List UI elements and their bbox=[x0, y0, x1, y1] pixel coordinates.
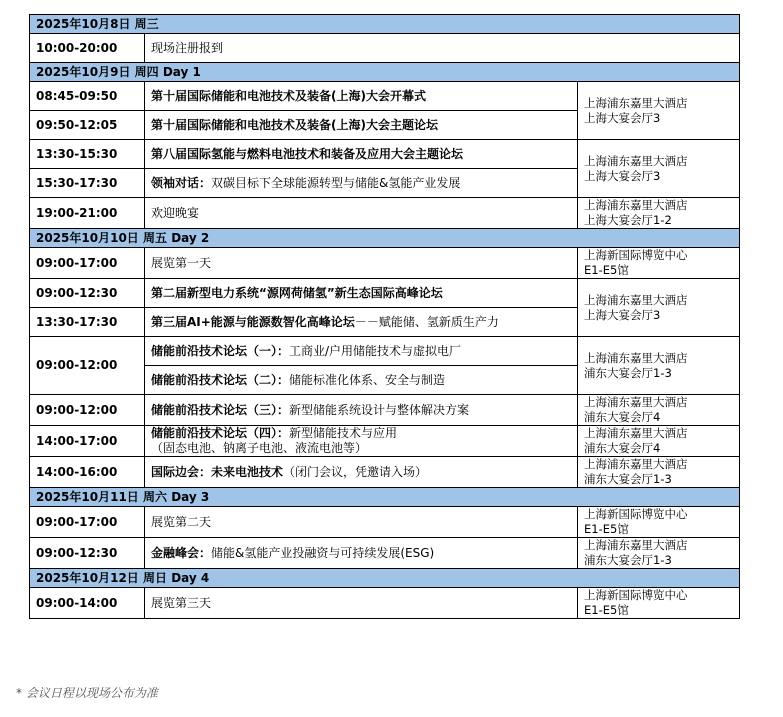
time-cell: 09:00-12:00 bbox=[30, 337, 145, 395]
day-date: 2025年10月9日 bbox=[36, 64, 131, 79]
table-row bbox=[30, 507, 740, 538]
day-weekday: 周五 bbox=[143, 230, 168, 245]
day-header bbox=[30, 569, 740, 588]
venue-hall: 浦东大宴会厅4 bbox=[584, 410, 661, 424]
time-cell: 10:00-20:00 bbox=[30, 34, 145, 63]
day-date: 2025年10月11日 bbox=[36, 489, 139, 504]
day-header bbox=[30, 15, 740, 34]
day-date: 2025年10月8日 bbox=[36, 16, 131, 31]
table-row bbox=[30, 426, 740, 457]
time-cell: 09:00-12:00 bbox=[30, 395, 145, 426]
venue-hall: 上海大宴会厅3 bbox=[584, 307, 661, 322]
venue-cell bbox=[578, 140, 740, 198]
table-row bbox=[30, 279, 740, 308]
event-title: 领袖对话： bbox=[151, 175, 212, 190]
time-cell: 14:00-17:00 bbox=[30, 426, 145, 457]
venue-hall: 浦东大宴会厅1-3 bbox=[584, 472, 672, 486]
event-subtitle: 双碳目标下全球能源转型与储能&氢能产业发展 bbox=[211, 175, 461, 190]
day-label: Day 1 bbox=[162, 64, 201, 79]
event-title: 国际边会：未来电池技术 bbox=[151, 464, 284, 479]
day-weekday: 周六 bbox=[143, 489, 168, 504]
venue-name: 上海浦东嘉里大酒店 bbox=[584, 95, 688, 110]
event-cell: 展览第二天 bbox=[145, 507, 578, 538]
event-subtitle: 新型储能技术与应用 bbox=[289, 426, 398, 440]
day-header bbox=[30, 63, 740, 82]
event-title: 储能前沿技术论坛（三）： bbox=[151, 402, 290, 417]
table-row bbox=[30, 588, 740, 619]
event-cell bbox=[145, 337, 578, 366]
day-weekday: 周三 bbox=[134, 16, 159, 31]
venue-hall: 上海大宴会厅3 bbox=[584, 110, 661, 125]
event-cell bbox=[145, 457, 578, 488]
event-title: 第三届AI+能源与能源数智化高峰论坛 bbox=[151, 314, 355, 329]
day-weekday: 周日 bbox=[143, 570, 168, 585]
table-row bbox=[30, 198, 740, 229]
event-cell: 展览第一天 bbox=[145, 248, 578, 279]
time-cell: 09:50-12:05 bbox=[30, 111, 145, 140]
table-row bbox=[30, 82, 740, 111]
day-label: Day 4 bbox=[171, 570, 210, 585]
venue-hall: 浦东大宴会厅4 bbox=[584, 441, 661, 455]
event-cell bbox=[145, 538, 578, 569]
event-cell: 第八届国际氢能与燃料电池技术和装备及应用大会主题论坛 bbox=[145, 140, 578, 169]
venue-hall: 上海大宴会厅1-2 bbox=[584, 213, 672, 227]
time-cell: 09:00-14:00 bbox=[30, 588, 145, 619]
event-subtitle: －－赋能储、氢新质生产力 bbox=[354, 314, 499, 329]
venue-name: 上海浦东嘉里大酒店 bbox=[584, 457, 688, 471]
event-cell bbox=[145, 426, 578, 457]
venue-cell bbox=[578, 82, 740, 140]
venue-hall: E1-E5馆 bbox=[584, 603, 629, 617]
table-row bbox=[30, 248, 740, 279]
event-cell bbox=[145, 169, 578, 198]
day-date: 2025年10月10日 bbox=[36, 230, 139, 245]
time-cell: 08:45-09:50 bbox=[30, 82, 145, 111]
table-row bbox=[30, 140, 740, 169]
time-cell: 09:00-12:30 bbox=[30, 279, 145, 308]
venue-cell bbox=[578, 337, 740, 395]
time-cell: 19:00-21:00 bbox=[30, 198, 145, 229]
day-header bbox=[30, 229, 740, 248]
time-cell: 15:30-17:30 bbox=[30, 169, 145, 198]
event-cell bbox=[145, 366, 578, 395]
day-label: Day 2 bbox=[171, 230, 210, 245]
table-row bbox=[30, 34, 740, 63]
time-cell: 09:00-17:00 bbox=[30, 507, 145, 538]
venue-name: 上海浦东嘉里大酒店 bbox=[584, 153, 688, 168]
venue-name: 上海新国际博览中心 bbox=[584, 588, 688, 602]
venue-cell bbox=[578, 507, 740, 538]
venue-cell bbox=[578, 457, 740, 488]
event-cell: 展览第三天 bbox=[145, 588, 578, 619]
event-cell: 第十届国际储能和电池技术及装备(上海)大会主题论坛 bbox=[145, 111, 578, 140]
time-cell: 13:30-15:30 bbox=[30, 140, 145, 169]
venue-name: 上海浦东嘉里大酒店 bbox=[584, 426, 688, 440]
venue-name: 上海浦东嘉里大酒店 bbox=[584, 198, 688, 212]
day-date: 2025年10月12日 bbox=[36, 570, 139, 585]
table-row bbox=[30, 457, 740, 488]
day-label: Day 3 bbox=[171, 489, 210, 504]
venue-hall: 浦东大宴会厅1-3 bbox=[584, 365, 672, 380]
venue-hall: E1-E5馆 bbox=[584, 263, 629, 277]
venue-name: 上海浦东嘉里大酒店 bbox=[584, 350, 688, 365]
venue-cell bbox=[578, 198, 740, 229]
event-cell: 欢迎晚宴 bbox=[145, 198, 578, 229]
time-cell: 13:30-17:30 bbox=[30, 308, 145, 337]
day-header bbox=[30, 488, 740, 507]
event-note: （固态电池、钠离子电池、液流电池等） bbox=[151, 441, 368, 455]
event-title: 金融峰会： bbox=[151, 545, 212, 560]
venue-cell bbox=[578, 588, 740, 619]
event-subtitle: （闭门会议，凭邀请入场） bbox=[283, 464, 428, 479]
venue-name: 上海浦东嘉里大酒店 bbox=[584, 292, 688, 307]
venue-hall: E1-E5馆 bbox=[584, 522, 629, 536]
schedule-table bbox=[29, 14, 740, 619]
event-title: 储能前沿技术论坛（四）： bbox=[151, 426, 290, 440]
event-subtitle: 工商业/户用储能技术与虚拟电厂 bbox=[289, 343, 462, 358]
table-row bbox=[30, 337, 740, 366]
venue-hall: 浦东大宴会厅1-3 bbox=[584, 553, 672, 567]
venue-hall: 上海大宴会厅3 bbox=[584, 168, 661, 183]
time-cell: 09:00-12:30 bbox=[30, 538, 145, 569]
event-title: 储能前沿技术论坛（一）： bbox=[151, 343, 290, 358]
time-cell: 09:00-17:00 bbox=[30, 248, 145, 279]
day-weekday: 周四 bbox=[134, 64, 159, 79]
event-cell: 第十届国际储能和电池技术及装备(上海)大会开幕式 bbox=[145, 82, 578, 111]
venue-name: 上海浦东嘉里大酒店 bbox=[584, 538, 688, 552]
table-row bbox=[30, 395, 740, 426]
event-subtitle: 储能&氢能产业投融资与可持续发展(ESG) bbox=[211, 545, 435, 560]
venue-name: 上海新国际博览中心 bbox=[584, 507, 688, 521]
event-cell: 现场注册报到 bbox=[145, 34, 740, 63]
venue-name: 上海新国际博览中心 bbox=[584, 248, 688, 262]
event-subtitle: 新型储能系统设计与整体解决方案 bbox=[289, 402, 470, 417]
venue-cell bbox=[578, 538, 740, 569]
time-cell: 14:00-16:00 bbox=[30, 457, 145, 488]
venue-cell bbox=[578, 248, 740, 279]
event-title: 储能前沿技术论坛（二）： bbox=[151, 372, 290, 387]
venue-cell bbox=[578, 426, 740, 457]
footnote: * 会议日程以现场公布为准 bbox=[16, 686, 158, 700]
event-cell bbox=[145, 395, 578, 426]
venue-cell bbox=[578, 279, 740, 337]
event-cell bbox=[145, 308, 578, 337]
event-cell: 第二届新型电力系统“源网荷储氢”新生态国际高峰论坛 bbox=[145, 279, 578, 308]
venue-name: 上海浦东嘉里大酒店 bbox=[584, 395, 688, 409]
table-row bbox=[30, 538, 740, 569]
venue-cell bbox=[578, 395, 740, 426]
event-subtitle: 储能标准化体系、安全与制造 bbox=[289, 372, 446, 387]
